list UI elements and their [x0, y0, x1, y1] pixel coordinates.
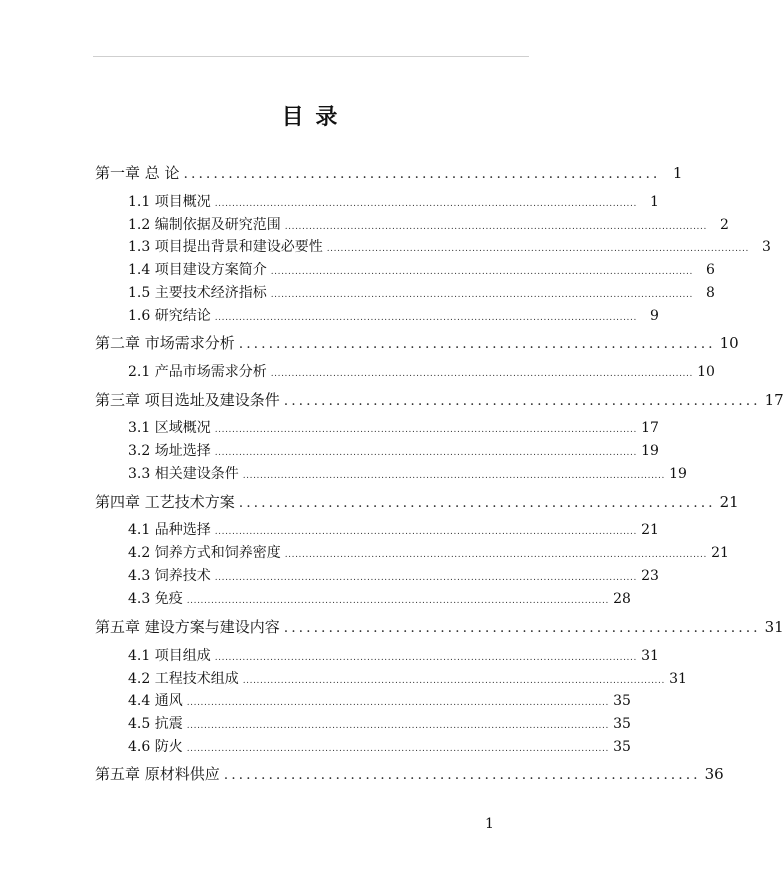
entry-label: 第四章 工艺技术方案 [95, 493, 235, 511]
entry-page: 17 [641, 420, 659, 436]
dot-leader: .......................................................................................................................... [214, 527, 637, 537]
dot-leader: ................................................................ [183, 166, 661, 182]
dot-leader: ................................................................ [283, 393, 761, 409]
entry-page: 10 [697, 364, 715, 380]
dot-leader: ................................................................ [238, 336, 716, 352]
toc-entry[interactable] [95, 162, 683, 183]
entry-page: 36 [704, 765, 724, 783]
entry-label: 3.1 区域概况 [128, 420, 211, 436]
dot-leader: .......................................................................................................................... [186, 596, 609, 606]
entry-page: 1 [672, 164, 683, 182]
dot-leader: .......................................................................................................................... [270, 290, 693, 300]
entry-page: 3 [762, 239, 771, 255]
dot-leader: .......................................................................................................................... [242, 471, 665, 481]
entry-page: 10 [719, 334, 739, 352]
entry-page: 6 [706, 262, 715, 278]
toc-entry[interactable] [128, 713, 631, 733]
dot-leader: .......................................................................................................................... [270, 267, 693, 277]
entry-page: 28 [613, 591, 631, 607]
entry-page: 31 [641, 648, 659, 664]
toc-entry[interactable] [128, 565, 659, 585]
dot-leader: ................................................................ [223, 767, 701, 783]
dot-leader: .......................................................................................................................... [242, 676, 665, 686]
toc-entry[interactable] [128, 542, 729, 562]
dot-leader: .......................................................................................................................... [214, 573, 637, 583]
toc-entry[interactable] [128, 236, 771, 256]
dot-leader: .......................................................................................................................... [214, 199, 637, 209]
entry-label: 4.2 工程技术组成 [128, 671, 239, 687]
dot-leader: .......................................................................................................................... [186, 744, 609, 754]
dot-leader: ................................................................ [283, 620, 761, 636]
entry-page: 21 [719, 493, 739, 511]
entry-label: 1.6 研究结论 [128, 308, 211, 324]
entry-label: 1.2 编制依据及研究范围 [128, 217, 281, 233]
toc-entry[interactable] [128, 645, 659, 665]
entry-page: 35 [613, 739, 631, 755]
entry-label: 4.1 项目组成 [128, 648, 211, 664]
toc-entry[interactable] [128, 519, 659, 539]
toc-entry[interactable] [128, 214, 729, 234]
entry-label: 4.4 通风 [128, 693, 183, 709]
dot-leader: .......................................................................................................................... [186, 698, 609, 708]
toc-entry[interactable] [128, 690, 631, 710]
entry-label: 第一章 总 论 [95, 164, 180, 182]
entry-page: 35 [613, 693, 631, 709]
toc-entry[interactable] [128, 361, 715, 381]
toc-entry[interactable] [128, 417, 659, 437]
entry-label: 3.2 场址选择 [128, 443, 211, 459]
toc-entry[interactable] [128, 463, 687, 483]
dot-leader: .......................................................................................................................... [214, 425, 637, 435]
entry-label: 第三章 项目选址及建设条件 [95, 391, 280, 409]
entry-label: 第五章 建设方案与建设内容 [95, 618, 280, 636]
entry-page: 9 [650, 308, 659, 324]
entry-label: 1.4 项目建设方案简介 [128, 262, 267, 278]
dot-leader: ................................................................ [238, 495, 716, 511]
toc-entry[interactable] [95, 616, 784, 637]
entry-label: 4.1 品种选择 [128, 522, 211, 538]
entry-page: 21 [641, 522, 659, 538]
dot-leader: .......................................................................................................................... [284, 550, 707, 560]
entry-label: 4.3 免疫 [128, 591, 183, 607]
toc-entry[interactable] [128, 191, 659, 211]
page-title: 目 录 [281, 104, 340, 130]
entry-label: 第五章 原材料供应 [95, 765, 220, 783]
toc-entry[interactable] [95, 389, 784, 410]
toc-entry[interactable] [95, 332, 739, 353]
entry-page: 8 [706, 285, 715, 301]
entry-label: 3.3 相关建设条件 [128, 466, 239, 482]
entry-label: 4.6 防火 [128, 739, 183, 755]
dot-leader: .......................................................................................................................... [186, 721, 609, 731]
entry-label: 4.2 饲养方式和饲养密度 [128, 545, 281, 561]
entry-label: 1.3 项目提出背景和建设必要性 [128, 239, 323, 255]
entry-label: 2.1 产品市场需求分析 [128, 364, 267, 380]
dot-leader: .......................................................................................................................... [214, 653, 637, 663]
dot-leader: .......................................................................................................................... [284, 222, 707, 232]
entry-page: 2 [720, 217, 729, 233]
page-number: 1 [485, 816, 494, 832]
toc-entry[interactable] [128, 588, 631, 608]
toc-entry[interactable] [128, 305, 659, 325]
entry-page: 19 [641, 443, 659, 459]
dot-leader: .......................................................................................................................... [214, 313, 637, 323]
toc-entry[interactable] [128, 736, 631, 756]
dot-leader: .......................................................................................................................... [214, 448, 637, 458]
entry-page: 1 [650, 194, 659, 210]
entry-page: 17 [764, 391, 784, 409]
entry-label: 4.3 饲养技术 [128, 568, 211, 584]
dot-leader: .......................................................................................................................... [270, 369, 693, 379]
entry-label: 1.5 主要技术经济指标 [128, 285, 267, 301]
entry-page: 21 [711, 545, 729, 561]
toc-entry[interactable] [128, 440, 659, 460]
toc-entry[interactable] [128, 668, 687, 688]
toc-entry[interactable] [95, 491, 739, 512]
toc-entry[interactable] [95, 763, 724, 784]
toc-entry[interactable] [128, 282, 715, 302]
toc-entry[interactable] [128, 259, 715, 279]
entry-label: 4.5 抗震 [128, 716, 183, 732]
entry-label: 1.1 项目概况 [128, 194, 211, 210]
entry-page: 19 [669, 466, 687, 482]
entry-page: 31 [764, 618, 784, 636]
dot-leader: .......................................................................................................................... [326, 244, 749, 254]
entry-page: 35 [613, 716, 631, 732]
entry-label: 第二章 市场需求分析 [95, 334, 235, 352]
entry-page: 31 [669, 671, 687, 687]
entry-page: 23 [641, 568, 659, 584]
